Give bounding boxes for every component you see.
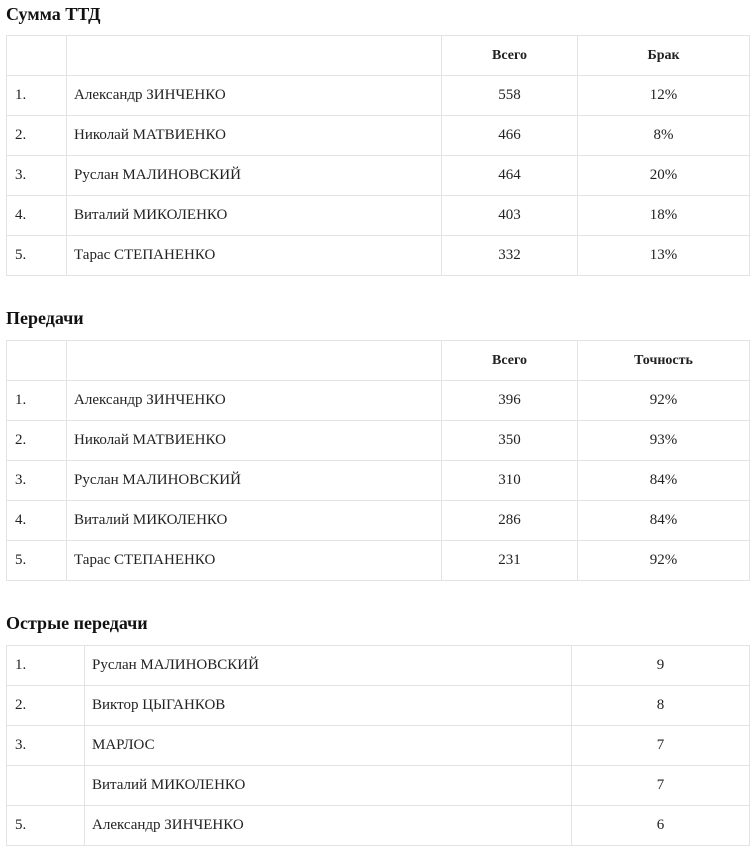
rank-cell: 5. xyxy=(7,806,85,846)
value-cell: 9 xyxy=(572,646,750,686)
accuracy-cell: 92% xyxy=(578,381,750,421)
table-row xyxy=(7,501,750,541)
accuracy-cell: 84% xyxy=(578,461,750,501)
header-cell xyxy=(67,36,442,76)
key-passes-table xyxy=(6,645,750,846)
value-cell: 7 xyxy=(572,726,750,766)
player-name: Александр ЗИНЧЕНКО xyxy=(67,76,442,116)
section-title-ttd: Сумма ТТД xyxy=(6,4,101,24)
table-row xyxy=(7,381,750,421)
rank-cell: 3. xyxy=(7,461,67,501)
total-cell: 286 xyxy=(442,501,578,541)
table-row xyxy=(7,646,750,686)
header-accuracy: Точность xyxy=(578,341,750,381)
player-name: Александр ЗИНЧЕНКО xyxy=(85,806,572,846)
player-name: Руслан МАЛИНОВСКИЙ xyxy=(67,461,442,501)
value-cell: 8 xyxy=(572,686,750,726)
total-cell: 231 xyxy=(442,541,578,581)
header-cell xyxy=(7,341,67,381)
accuracy-cell: 92% xyxy=(578,541,750,581)
waste-cell: 18% xyxy=(578,196,750,236)
rank-cell: 3. xyxy=(7,156,67,196)
total-cell: 403 xyxy=(442,196,578,236)
table-row xyxy=(7,76,750,116)
total-cell: 558 xyxy=(442,76,578,116)
rank-cell: 5. xyxy=(7,541,67,581)
player-name: Виталий МИКОЛЕНКО xyxy=(85,766,572,806)
ttd-table xyxy=(6,35,750,276)
section-title-passes: Передачи xyxy=(6,308,84,328)
player-name: Виталий МИКОЛЕНКО xyxy=(67,196,442,236)
player-name: Тарас СТЕПАНЕНКО xyxy=(67,236,442,276)
rank-cell: 4. xyxy=(7,196,67,236)
table-row xyxy=(7,766,750,806)
rank-cell: 5. xyxy=(7,236,67,276)
header-cell xyxy=(67,341,442,381)
player-name: Руслан МАЛИНОВСКИЙ xyxy=(85,646,572,686)
rank-cell: 2. xyxy=(7,421,67,461)
player-name: Александр ЗИНЧЕНКО xyxy=(67,381,442,421)
total-cell: 310 xyxy=(442,461,578,501)
header-cell xyxy=(7,36,67,76)
waste-cell: 20% xyxy=(578,156,750,196)
table-row xyxy=(7,196,750,236)
table-row xyxy=(7,686,750,726)
table-header-row xyxy=(7,36,750,76)
table-row xyxy=(7,421,750,461)
total-cell: 332 xyxy=(442,236,578,276)
total-cell: 466 xyxy=(442,116,578,156)
player-name: Николай МАТВИЕНКО xyxy=(67,421,442,461)
accuracy-cell: 84% xyxy=(578,501,750,541)
waste-cell: 13% xyxy=(578,236,750,276)
table-header-row xyxy=(7,341,750,381)
rank-cell: 1. xyxy=(7,646,85,686)
table-row xyxy=(7,806,750,846)
table-row xyxy=(7,236,750,276)
player-name: Виталий МИКОЛЕНКО xyxy=(67,501,442,541)
accuracy-cell: 93% xyxy=(578,421,750,461)
waste-cell: 12% xyxy=(578,76,750,116)
value-cell: 6 xyxy=(572,806,750,846)
header-total: Всего xyxy=(442,341,578,381)
total-cell: 464 xyxy=(442,156,578,196)
rank-cell: 2. xyxy=(7,116,67,156)
passes-table xyxy=(6,340,750,581)
table-row xyxy=(7,116,750,156)
header-waste: Брак xyxy=(578,36,750,76)
section-title-key-passes: Острые передачи xyxy=(6,613,148,633)
rank-cell: 1. xyxy=(7,76,67,116)
player-name: Руслан МАЛИНОВСКИЙ xyxy=(67,156,442,196)
player-name: Николай МАТВИЕНКО xyxy=(67,116,442,156)
player-name: Тарас СТЕПАНЕНКО xyxy=(67,541,442,581)
table-row xyxy=(7,461,750,501)
rank-cell: 3. xyxy=(7,726,85,766)
rank-cell: 1. xyxy=(7,381,67,421)
header-total: Всего xyxy=(442,36,578,76)
table-row xyxy=(7,156,750,196)
rank-cell xyxy=(7,766,85,806)
total-cell: 350 xyxy=(442,421,578,461)
value-cell: 7 xyxy=(572,766,750,806)
table-row xyxy=(7,726,750,766)
table-row xyxy=(7,541,750,581)
player-name: Виктор ЦЫГАНКОВ xyxy=(85,686,572,726)
player-name: МАРЛОС xyxy=(85,726,572,766)
total-cell: 396 xyxy=(442,381,578,421)
waste-cell: 8% xyxy=(578,116,750,156)
rank-cell: 4. xyxy=(7,501,67,541)
rank-cell: 2. xyxy=(7,686,85,726)
